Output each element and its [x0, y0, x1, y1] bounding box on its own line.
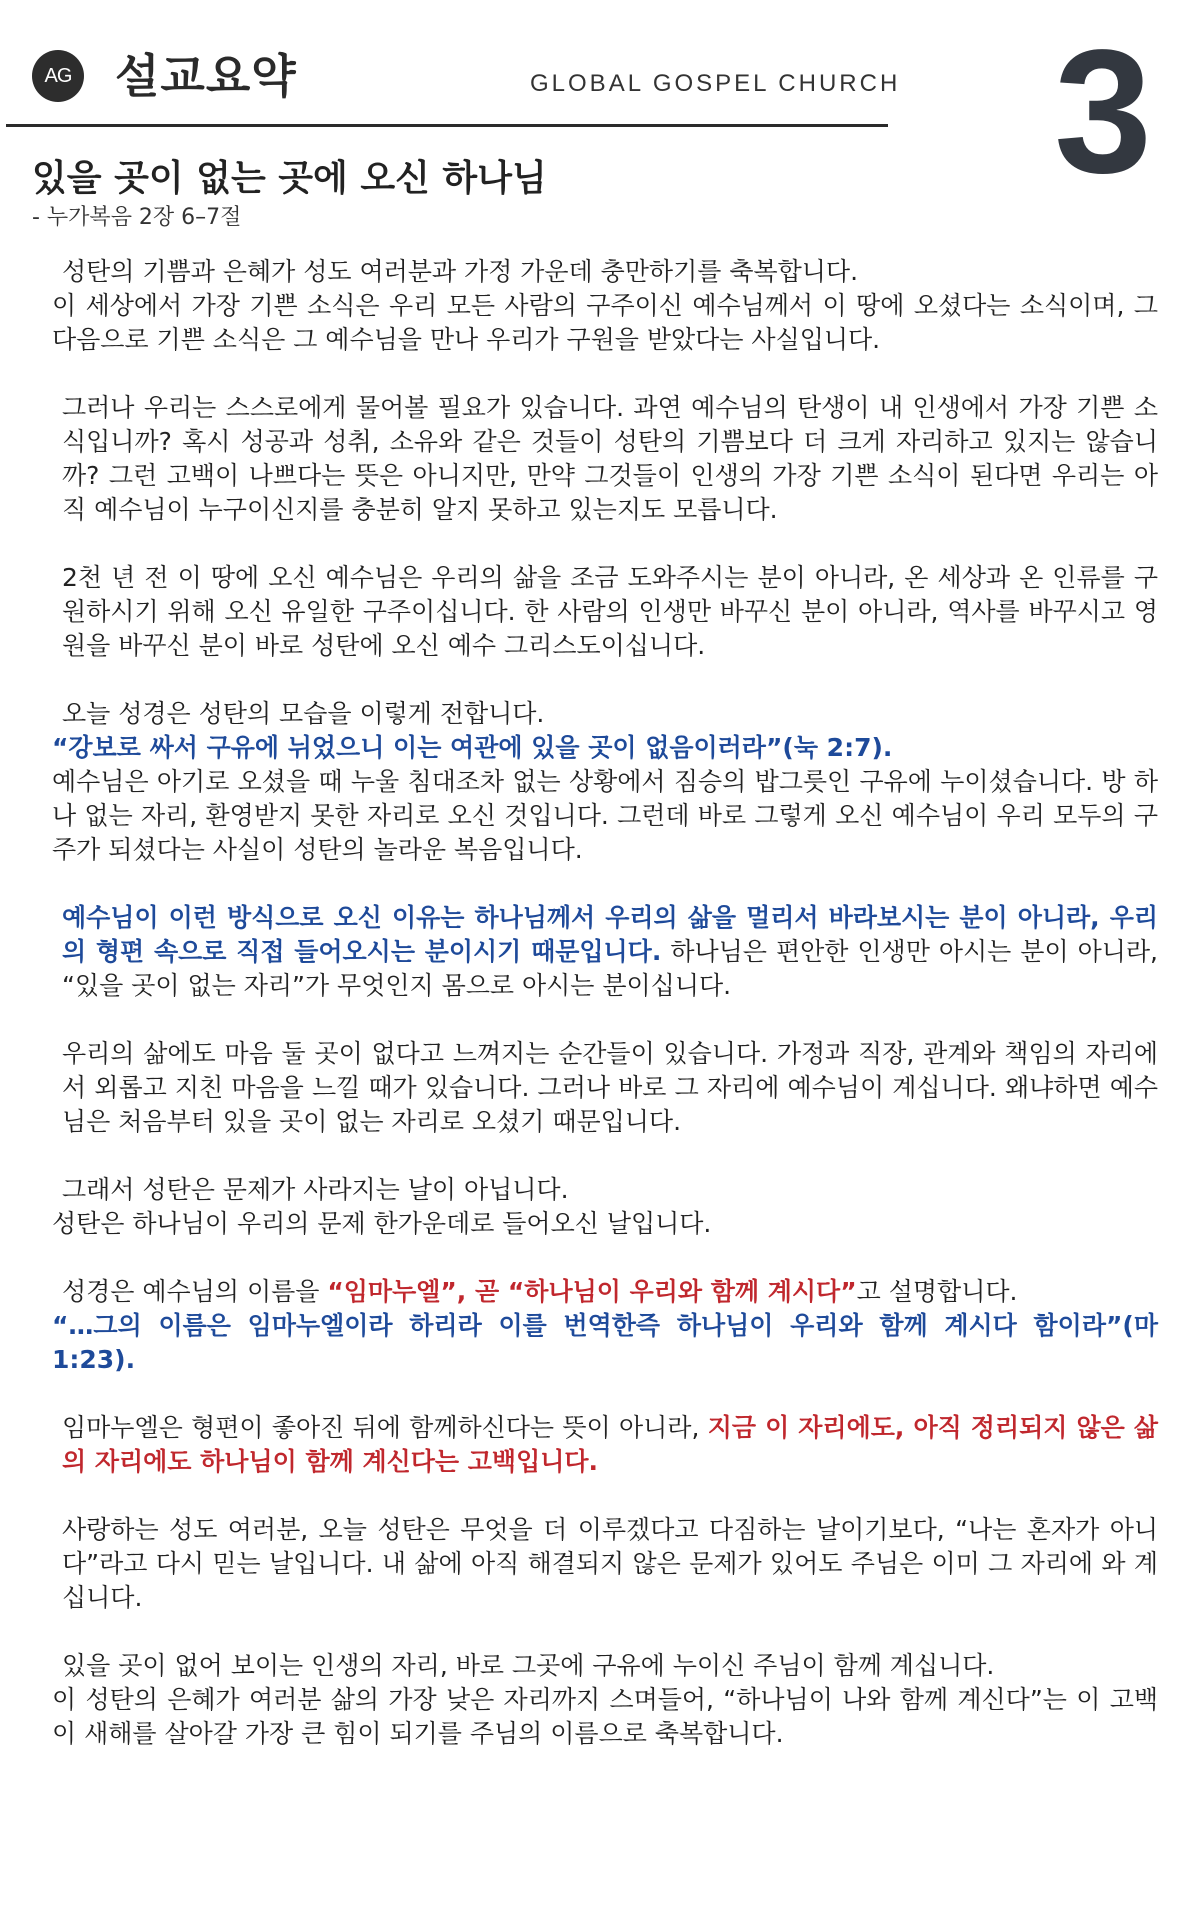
paragraph-text: 하나님은 편안한 인생만 아시는 분이 아니라, “있을 곳이 없는 자리”가 무엇인지 몸으로 아시는 분이십니다.: [62, 937, 1158, 1000]
paragraph-text: 이 성탄의 은혜가 여러분 삶의 가장 낮은 자리까지 스며들어, “하나님이 나와 함께 계신다”는 이 고백이 새해를 살아갈 가장 큰 힘이 되기를 주님의 이름으로 축복합니다.: [52, 1685, 1158, 1748]
paragraph-line: [52, 1275, 1158, 1309]
emphasis-text: 예수님이 이런 방식으로 오신 이유는 하나님께서 우리의 삶을 멀리서 바라보시는 분이 아니라, 우리의 형편 속으로 직접 들어오시는 분이시기 때문입니다.: [62, 903, 1158, 966]
paragraph-9: [52, 1411, 1158, 1479]
sermon-title: 있을 곳이 없는 곳에 오신 하나님: [32, 158, 547, 199]
paragraph-text: 있을 곳이 없어 보이는 인생의 자리, 바로 그곳에 구유에 누이신 주님이 함께 계십니다.: [62, 1651, 995, 1680]
paragraph-text: 성탄은 하나님이 우리의 문제 한가운데로 들어오신 날입니다.: [52, 1209, 712, 1238]
scripture-quote: “강보로 싸서 구유에 뉘었으니 이는 여관에 있을 곳이 없음이러라”(눅 2:7).: [52, 733, 893, 762]
paragraph-6: 우리의 삶에도 마음 둘 곳이 없다고 느껴지는 순간들이 있습니다. 가정과 직장, 관계와 책임의 자리에서 외롭고 지친 마음을 느낄 때가 있습니다. 그러나 바로 그 자리에 예수님이 계십니다. 왜냐하면 예수님은 처음부터 있을 곳이 없는 자리로 오셨기 때문입니다.: [62, 1039, 1158, 1136]
paragraph-text: 예수님은 아기로 오셨을 때 누울 침대조차 없는 상황에서 짐승의 밥그릇인 구유에 누이셨습니다. 방 하나 없는 자리, 환영받지 못한 자리로 오신 것입니다. 그런데 바로 그렇게 오신 예수님이 우리 모두의 구주가 되셨다는 사실이 성탄의 놀라운 복음입니다.: [52, 767, 1158, 864]
logo-text: AG: [44, 64, 72, 87]
paragraph-text: 이 세상에서 가장 기쁜 소식은 우리 모든 사람의 구주이신 예수님께서 이 땅에 오셨다는 소식이며, 그다음으로 기쁜 소식은 그 예수님을 만나 우리가 구원을 받았다는 사실입니다.: [52, 291, 1158, 354]
paragraph-text: 오늘 성경은 성탄의 모습을 이렇게 전합니다.: [62, 699, 545, 728]
paragraph-2: 그러나 우리는 스스로에게 물어볼 필요가 있습니다. 과연 예수님의 탄생이 내 인생에서 가장 기쁜 소식입니까? 혹시 성공과 성취, 소유와 같은 것들이 성탄의 기쁨보다 더 크게 자리하고 있지는 않습니까? 그런 고백이 나쁘다는 뜻은 아니지만, 만약 그것들이 인생의 가장 기쁜 소식이 된다면 우리는 아직 예수님이 누구이신지를 충분히 알지 못하고 있는지도 모릅니다.: [62, 393, 1158, 524]
paragraph-10: 사랑하는 성도 여러분, 오늘 성탄은 무엇을 더 이루겠다고 다짐하는 날이기보다, “나는 혼자가 아니다”라고 다시 믿는 날입니다. 내 삶에 아직 해결되지 않은 문제가 있어도 주님은 이미 그 자리에 와 계십니다.: [62, 1515, 1158, 1612]
emphasis-text: 지금 이 자리에도, 아직 정리되지 않은 삶의 자리에도 하나님이 함께 계신다는 고백입니다.: [62, 1413, 1158, 1476]
paragraph-5: [52, 901, 1158, 1003]
paragraph-text: 그래서 성탄은 문제가 사라지는 날이 아닙니다.: [62, 1175, 569, 1204]
paragraph-7: [52, 1173, 1158, 1241]
church-name: GLOBAL GOSPEL CHURCH: [530, 70, 901, 97]
emphasis-text: “임마누엘”, 곧 “하나님이 우리와 함께 계시다”: [327, 1277, 857, 1306]
header-divider: [6, 124, 888, 127]
paragraph-text: 고 설명합니다.: [856, 1277, 1018, 1306]
paragraph-8: [52, 1275, 1158, 1377]
paragraph-text: 임마누엘은 형편이 좋아진 뒤에 함께하신다는 뜻이 아니라,: [62, 1413, 708, 1442]
paragraph-3: 2천 년 전 이 땅에 오신 예수님은 우리의 삶을 조금 도와주시는 분이 아니라, 온 세상과 온 인류를 구원하시기 위해 오신 유일한 구주이십니다. 한 사람의 인생만 바꾸신 분이 아니라, 역사를 바꾸시고 영원을 바꾸신 분이 바로 성탄에 오신 예수 그리스도이십니다.: [62, 563, 1158, 660]
scripture-reference: - 누가복음 2장 6–7절: [32, 205, 242, 230]
issue-number: 3: [1054, 14, 1152, 210]
church-logo: [32, 50, 84, 102]
page-title: 설교요약: [115, 49, 297, 103]
paragraph-text: 성경은 예수님의 이름을: [62, 1277, 328, 1306]
sermon-body: [52, 255, 1158, 1785]
paragraph-text: 성탄의 기쁨과 은혜가 성도 여러분과 가정 가운데 충만하기를 축복합니다.: [62, 257, 859, 286]
scripture-quote: “…그의 이름은 임마누엘이라 하리라 이를 번역한즉 하나님이 우리와 함께 계시다 함이라”(마 1:23).: [52, 1311, 1158, 1374]
paragraph-11: [52, 1649, 1158, 1751]
paragraph-1: [52, 255, 1158, 357]
paragraph-4: [52, 697, 1158, 867]
